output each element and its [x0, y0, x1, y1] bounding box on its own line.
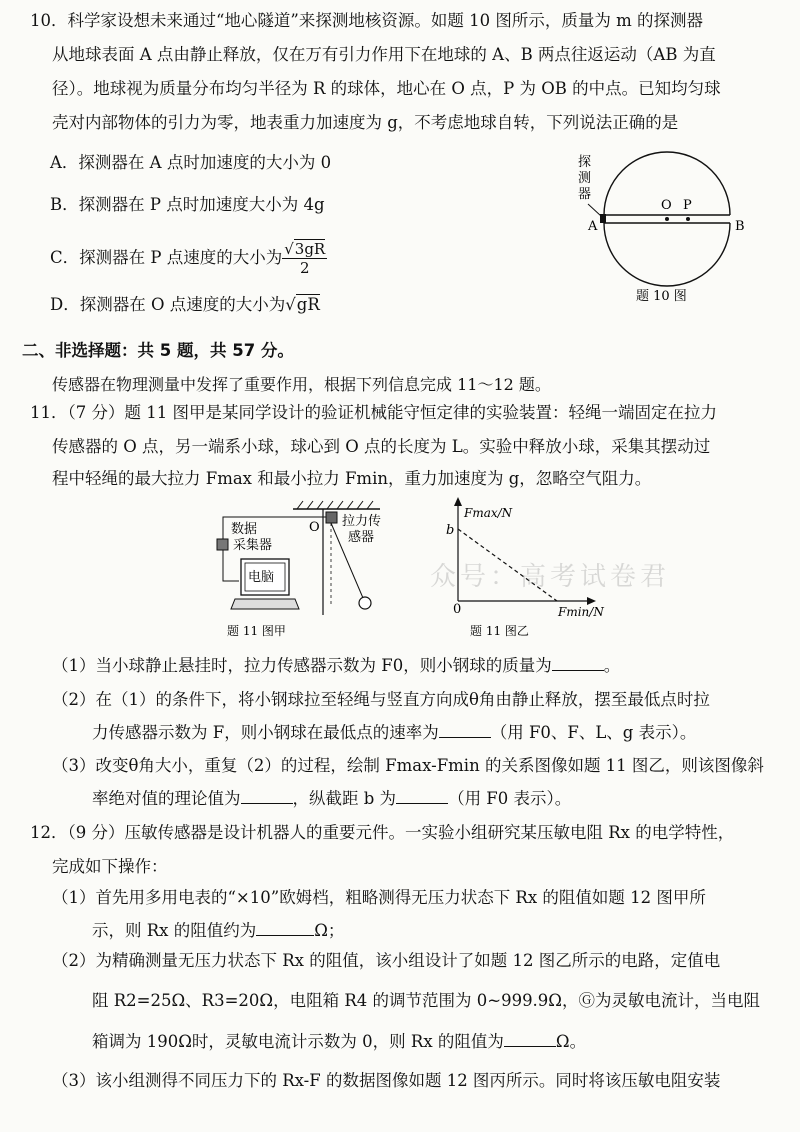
- q12-sub1-line-1: （1）首先用多用电表的“×10”欧姆档，粗略测得无压力状态下 Rx 的阻值如题 12 图甲所: [52, 888, 706, 907]
- force-sensor: [326, 512, 337, 523]
- probe-label-1: 探: [578, 155, 592, 170]
- q11-figure-a-caption: 题 11 图甲: [227, 624, 286, 638]
- watermark: 众号：高考试卷君: [430, 562, 671, 592]
- earth-lower-arc: [604, 223, 730, 286]
- pendulum-ball: [359, 597, 371, 609]
- q11-sub1: [52, 655, 620, 677]
- origin-label: 0: [453, 602, 462, 617]
- q11-sub1-end: 。: [603, 656, 621, 675]
- q12-sub1-suffix: Ω；: [314, 921, 345, 940]
- q12-sub2-prefix: 箱调为 190Ω时，灵敏电流计示数为 0，则 Rx 的阻值为: [92, 1032, 504, 1051]
- section2-intro: 传感器在物理测量中发挥了重要作用，根据下列信息完成 11～12 题。: [52, 375, 551, 394]
- q12-sub3-line-1: （3）该小组测得不同压力下的 Rx-F 的数据图像如题 12 图丙所示。同时将该压敏电阻安装: [52, 1071, 721, 1090]
- section2-heading: 二、非选择题：共 5 题，共 57 分。: [22, 341, 294, 360]
- q12-sub2-line-3: [92, 1031, 586, 1053]
- q11-line-3: 程中轻绳的最大拉力 Fmax 和最小拉力 Fmin，重力加速度为 g，忽略空气阻力。: [52, 469, 652, 488]
- q12-line-1: 12．（9 分）压敏传感器是设计机器人的重要元件。一实验小组研究某压敏电阻 Rx 的电学特性，: [30, 823, 735, 842]
- q11-sub3-line-1: （3）改变θ角大小，重复（2）的过程，绘制 Fmax-Fmin 的关系图像如题 11 图乙，则该图像斜: [52, 756, 764, 775]
- q11-sub1-blank[interactable]: [552, 670, 604, 671]
- q11-figure-b-caption: 题 11 图乙: [470, 624, 529, 638]
- q12-sub1-blank[interactable]: [256, 935, 314, 936]
- label-p: P: [683, 198, 692, 213]
- probe-label-3: 器: [578, 187, 592, 202]
- q10-line-4: 壳对内部物体的引力为零，地表重力加速度为 g，不考虑地球自转，下列说法正确的是: [52, 113, 679, 132]
- q10-line-3: 径）。地球视为质量分布均匀半径为 R 的球体，地心在 O 点，P 为 OB 的中点。已知均匀球: [52, 79, 721, 98]
- data-collector: [217, 539, 228, 550]
- q11-sub2-line-2: [92, 722, 696, 744]
- label-o: O: [661, 198, 672, 213]
- q10-option-d: D．探测器在 O 点速度的大小为√gR: [50, 295, 320, 314]
- q11-sub2-prefix: 力传感器示数为 F，则小钢球在最低点的速率为: [92, 723, 439, 742]
- q10-figure: [570, 150, 770, 320]
- q12-sub2-blank[interactable]: [504, 1046, 556, 1047]
- probe-label-2: 测: [578, 171, 592, 186]
- q11-sub1-text: （1）当小球静止悬挂时，拉力传感器示数为 F0，则小钢球的质量为: [52, 656, 552, 675]
- q12-sub2-line-1: （2）为精确测量无压力状态下 Rx 的阻值，该小组设计了如题 12 图乙所示的电路，定值电: [52, 951, 721, 970]
- q10-option-c-denominator: 2: [299, 259, 310, 277]
- q10-option-b: B．探测器在 P 点时加速度大小为 4g: [50, 195, 325, 214]
- intercept-label: b: [446, 523, 455, 538]
- q11-sub2-blank[interactable]: [439, 737, 491, 738]
- q10-option-c-numerator: 3gR: [294, 240, 326, 258]
- data-label-2: 采集器: [233, 538, 273, 553]
- q10-figure-caption: 题 10 图: [636, 289, 687, 304]
- q12-sub1-prefix: 示，则 Rx 的阻值约为: [92, 921, 257, 940]
- probe-pointer: [588, 204, 601, 216]
- computer-keyboard: [231, 599, 299, 609]
- q12-sub2-suffix: Ω。: [555, 1032, 587, 1051]
- q11-sub2-line-1: （2）在（1）的条件下，将小钢球拉至轻绳与竖直方向成θ角由静止释放，摆至最低点时拉: [52, 690, 710, 709]
- point-o-dot: [665, 217, 669, 221]
- q11-sub3-line-2: [92, 788, 571, 810]
- point-p-dot: [686, 217, 690, 221]
- q10-option-c-prefix: C．探测器在 P 点速度的大小为: [50, 248, 283, 267]
- q11-sub3-blank-1[interactable]: [241, 803, 293, 804]
- sensor-label-1: 拉力传: [342, 514, 382, 529]
- q11-line-1: 11．（7 分）题 11 图甲是某同学设计的验证机械能守恒定律的实验装置：轻绳一端固定在拉力: [30, 403, 717, 422]
- q11-sub3-suffix: （用 F0 表示）。: [448, 789, 572, 808]
- q11-sub3-blank-2[interactable]: [396, 803, 448, 804]
- q12-sub2-line-2: 阻 R2=25Ω、R3=20Ω，电阻箱 R4 的调节范围为 0~999.9Ω，Ⓖ为灵敏电流计，当电阻: [92, 991, 760, 1010]
- computer-label: 电脑: [248, 570, 275, 585]
- q10-option-a: A．探测器在 A 点时加速度的大小为 0: [50, 153, 332, 172]
- x-axis-arrow: [587, 597, 596, 605]
- q10-line-1: 10．科学家设想未来通过“地心隧道”来探测地核资源。如题 10 图所示，质量为 m 的探测器: [30, 11, 703, 30]
- label-a: A: [588, 219, 598, 234]
- o-label: O: [309, 520, 320, 535]
- y-axis-arrow: [454, 497, 462, 506]
- data-label-1: 数据: [231, 522, 258, 537]
- sensor-label-2: 感器: [348, 530, 375, 545]
- q11-figure-a: [205, 495, 405, 645]
- q10-option-c-fraction: $\frac{√3gR}{2}$: [284, 240, 326, 277]
- ceiling-hatch: [297, 501, 373, 509]
- collector-wire: [223, 550, 239, 581]
- q10-line-2: 从地球表面 A 点由静止释放，仅在万有引力作用下在地球的 A、B 两点往返运动（AB 为直: [52, 45, 716, 64]
- q12-sub1-line-2: [92, 920, 344, 942]
- x-axis-label: Fmin/N: [558, 605, 604, 619]
- q12-line-2: 完成如下操作：: [52, 857, 168, 876]
- label-b: B: [735, 219, 745, 234]
- q11-line-2: 传感器的 O 点，另一端系小球，球心到 O 点的长度为 L。实验中释放小球，采集其摆动过: [52, 437, 711, 456]
- q11-sub2-suffix: （用 F0、F、L、g 表示）。: [490, 723, 697, 742]
- q10-option-d-root: gR: [296, 295, 320, 314]
- y-axis-label: Fmax/N: [464, 506, 513, 520]
- q11-sub3-mid: ，纵截距 b 为: [292, 789, 397, 808]
- q10-option-d-prefix: D．探测器在 O 点速度的大小为: [50, 295, 286, 314]
- q11-sub3-prefix: 率绝对值的理论值为: [92, 789, 241, 808]
- q10-option-c: [50, 240, 327, 277]
